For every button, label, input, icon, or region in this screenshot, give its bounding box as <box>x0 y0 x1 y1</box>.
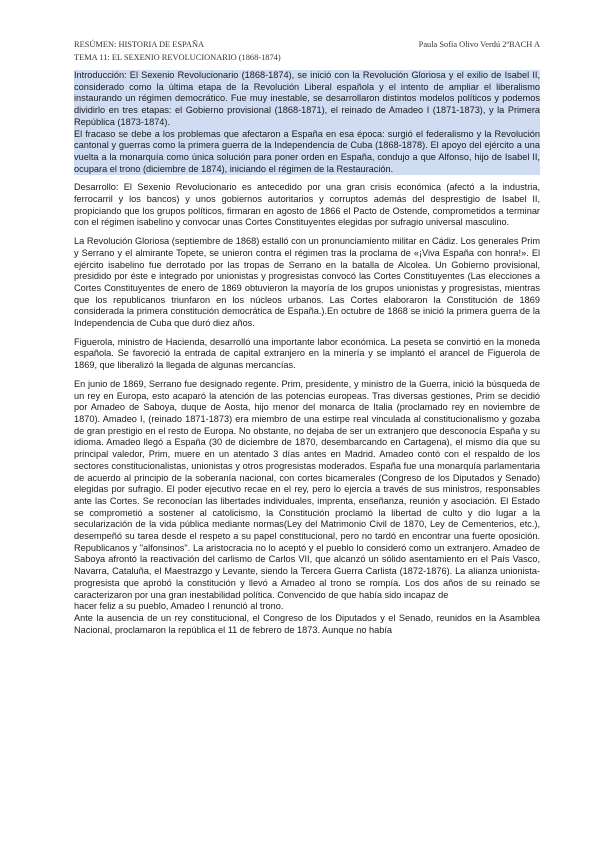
paragraph-amadeo-tail: hacer feliz a su pueblo, Amadeo I renunció al trono. <box>74 601 284 612</box>
header-subtitle: TEMA 11: EL SEXENIO REVOLUCIONARIO (1868-1874) <box>74 53 281 62</box>
document-header <box>74 38 540 64</box>
paragraph-introduccion: Introducción: El Sexenio Revolucionario (1868-1874), se inició con la Revolución Gloriosa y el exilio de Isabel II, considerado como la última etapa de la Revolución Liberal española y el intento de ampliar el liberalismo instaurando un régimen democrático. Fue muy inestable, se desarrollaron distintos modelos políticos y podemos dividirlo en tres etapas: el Gobierno provisional (1868-1871), el reinado de Amadeo I (1871-1873), y la Primera República (1873-1874). <box>74 70 540 127</box>
paragraph-desarrollo: Desarrollo: El Sexenio Revolucionario es antecedido por una gran crisis económica (afectó a la industria, ferrocarril y los bancos) y unos gobiernos autoritarios y corruptos además del desprestigio de Isabel II, propiciando que los grupos políticos, firmaran en agosto de 1866 el Pacto de Ostende, comprometidos a terminar con el régimen isabelino y convocar unas Cortes Constituyentes elegidas por sufragio universal masculino. <box>74 182 540 228</box>
document-body <box>74 70 540 643</box>
paragraph-republica: Ante la ausencia de un rey constitucional, el Congreso de los Diputados y el Senado, reunidos en la Asamblea Nacional, proclamaron la república el 11 de febrero de 1873. Aunque no había <box>74 612 540 635</box>
highlighted-section <box>74 70 540 175</box>
header-title: RESÚMEN: HISTORIA DE ESPAÑA <box>74 40 205 49</box>
paragraph-revolucion-gloriosa: La Revolución Gloriosa (septiembre de 1868) estalló con un pronunciamiento militar en Cádiz. Los generales Prim y Serrano y el almirante Topete, se unieron contra el régimen tras la proclama de «¡Viva España con honra!». El ejército isabelino fue derrotado por las tropas de Serrano en la batalla de Alcolea. Un Gobierno provisional, presidido por éste e integrado por unionistas y progresistas convocó las Cortes Constituyentes (Las elecciones a Cortes Constituyentes de enero de 1869 obtuvieron la mayoría de los grupos unionistas y progresistas, mientras que los republicanos triunfaron en los núcleos urbanos. Las Cortes elaboraron la Constitución de 1869 considerada la primera constitución democrática de España.).En octubre de 1868 se inició la primera guerra de la Independencia de Cuba que duró diez años. <box>74 236 540 329</box>
paragraph-amadeo-text: En junio de 1869, Serrano fue designado regente. Prim, presidente, y ministro de la Guerra, inició la búsqueda de un rey en Europa, esto acaparó la atención de las potencias europeas. Tras diversas gestiones, Prim se decidió por Amadeo de Saboya, duque de Aosta, hijo menor del monarca de Italia (proclamado rey en noviembre de 1870). Amadeo I, (reinado 1871-1873) era miembro de una estirpe real vinculada al constitucionalismo y gozaba de gran prestigio en el resto de Europa. No obstante, no dejaba de ser un extranjero que desconocía España y su idioma. Amadeo llegó a España (30 de diciembre de 1870, desembarcando en Cartagena), el mismo día que su principal valedor, Prim, muere en un atentado 3 días antes en Madrid. Amadeo contó con el respaldo de los sectores constitucionalistas, unionistas y otros progresistas moderados. España fue una monarquía parlamentaria de acuerdo al principio de la soberanía nacional, con cortes bicamerales (Congreso de los Diputados y Senado) elegidas por sufragio. El poder ejecutivo recae en el rey, pero lo ejercía a través de sus ministros, responsables ante las Cortes. Se reconocían las libertades individuales, imprenta, enseñanza, reunión y asociación. El Estado se comprometió a sostener al catolicismo, la Constitución proclamó la libertad de culto y dio lugar a la secularización de la vida pública mediante normas(Ley del Matrimonio Civil de 1870, Ley de Cementerios, etc.), desempeñó su tarea desde el respeto a su papel constitucional, pero no tardó en encontrar una fuerte oposición. Republicanos y "alfonsinos". La aristocracia no lo aceptó y el pueblo lo consideró como un extranjero. Amadeo de Saboya afrontó la reactivación del carlismo de Carlos VII, que alcanzó un sólido asentamiento en el País Vasco, Navarra, Cataluña, el Maestrazgo y Levante, siendo la Tercera Guerra Carlista (1872-1876). La alianza unionista-progresista que aprobó la constitución y llevó a Amadeo al trono se rompía. Los dos años de su reinado se caracterizaron por una gran inestabilidad política. Convencido de que había sido incapaz de <box>74 378 540 600</box>
paragraph-figuerola: Figuerola, ministro de Hacienda, desarrolló una importante labor económica. La peseta se convirtió en la moneda española. Se favoreció la entrada de capital extranjero en la minería y se implantó el arancel de Figuerola de 1869, que liberalizó la llegada de algunas mercancías. <box>74 336 540 371</box>
paragraph-amadeo <box>74 379 540 613</box>
paragraph-fracaso: El fracaso se debe a los problemas que afectaron a España en esa época: surgió el federalismo y la Revolución cantonal y guerras como la primera guerra de la Independencia de Cuba (1868-1878). El apoyo del ejército a una vuelta a la monarquía como única solución para poner orden en España, condujo a que Alfonso, hijo de Isabel II, ocupara el trono (diciembre de 1874), iniciando el régimen de la Restauración. <box>74 128 540 174</box>
header-author: Paula Sofía Olivo Verdú 2ºBACH A <box>418 40 540 49</box>
